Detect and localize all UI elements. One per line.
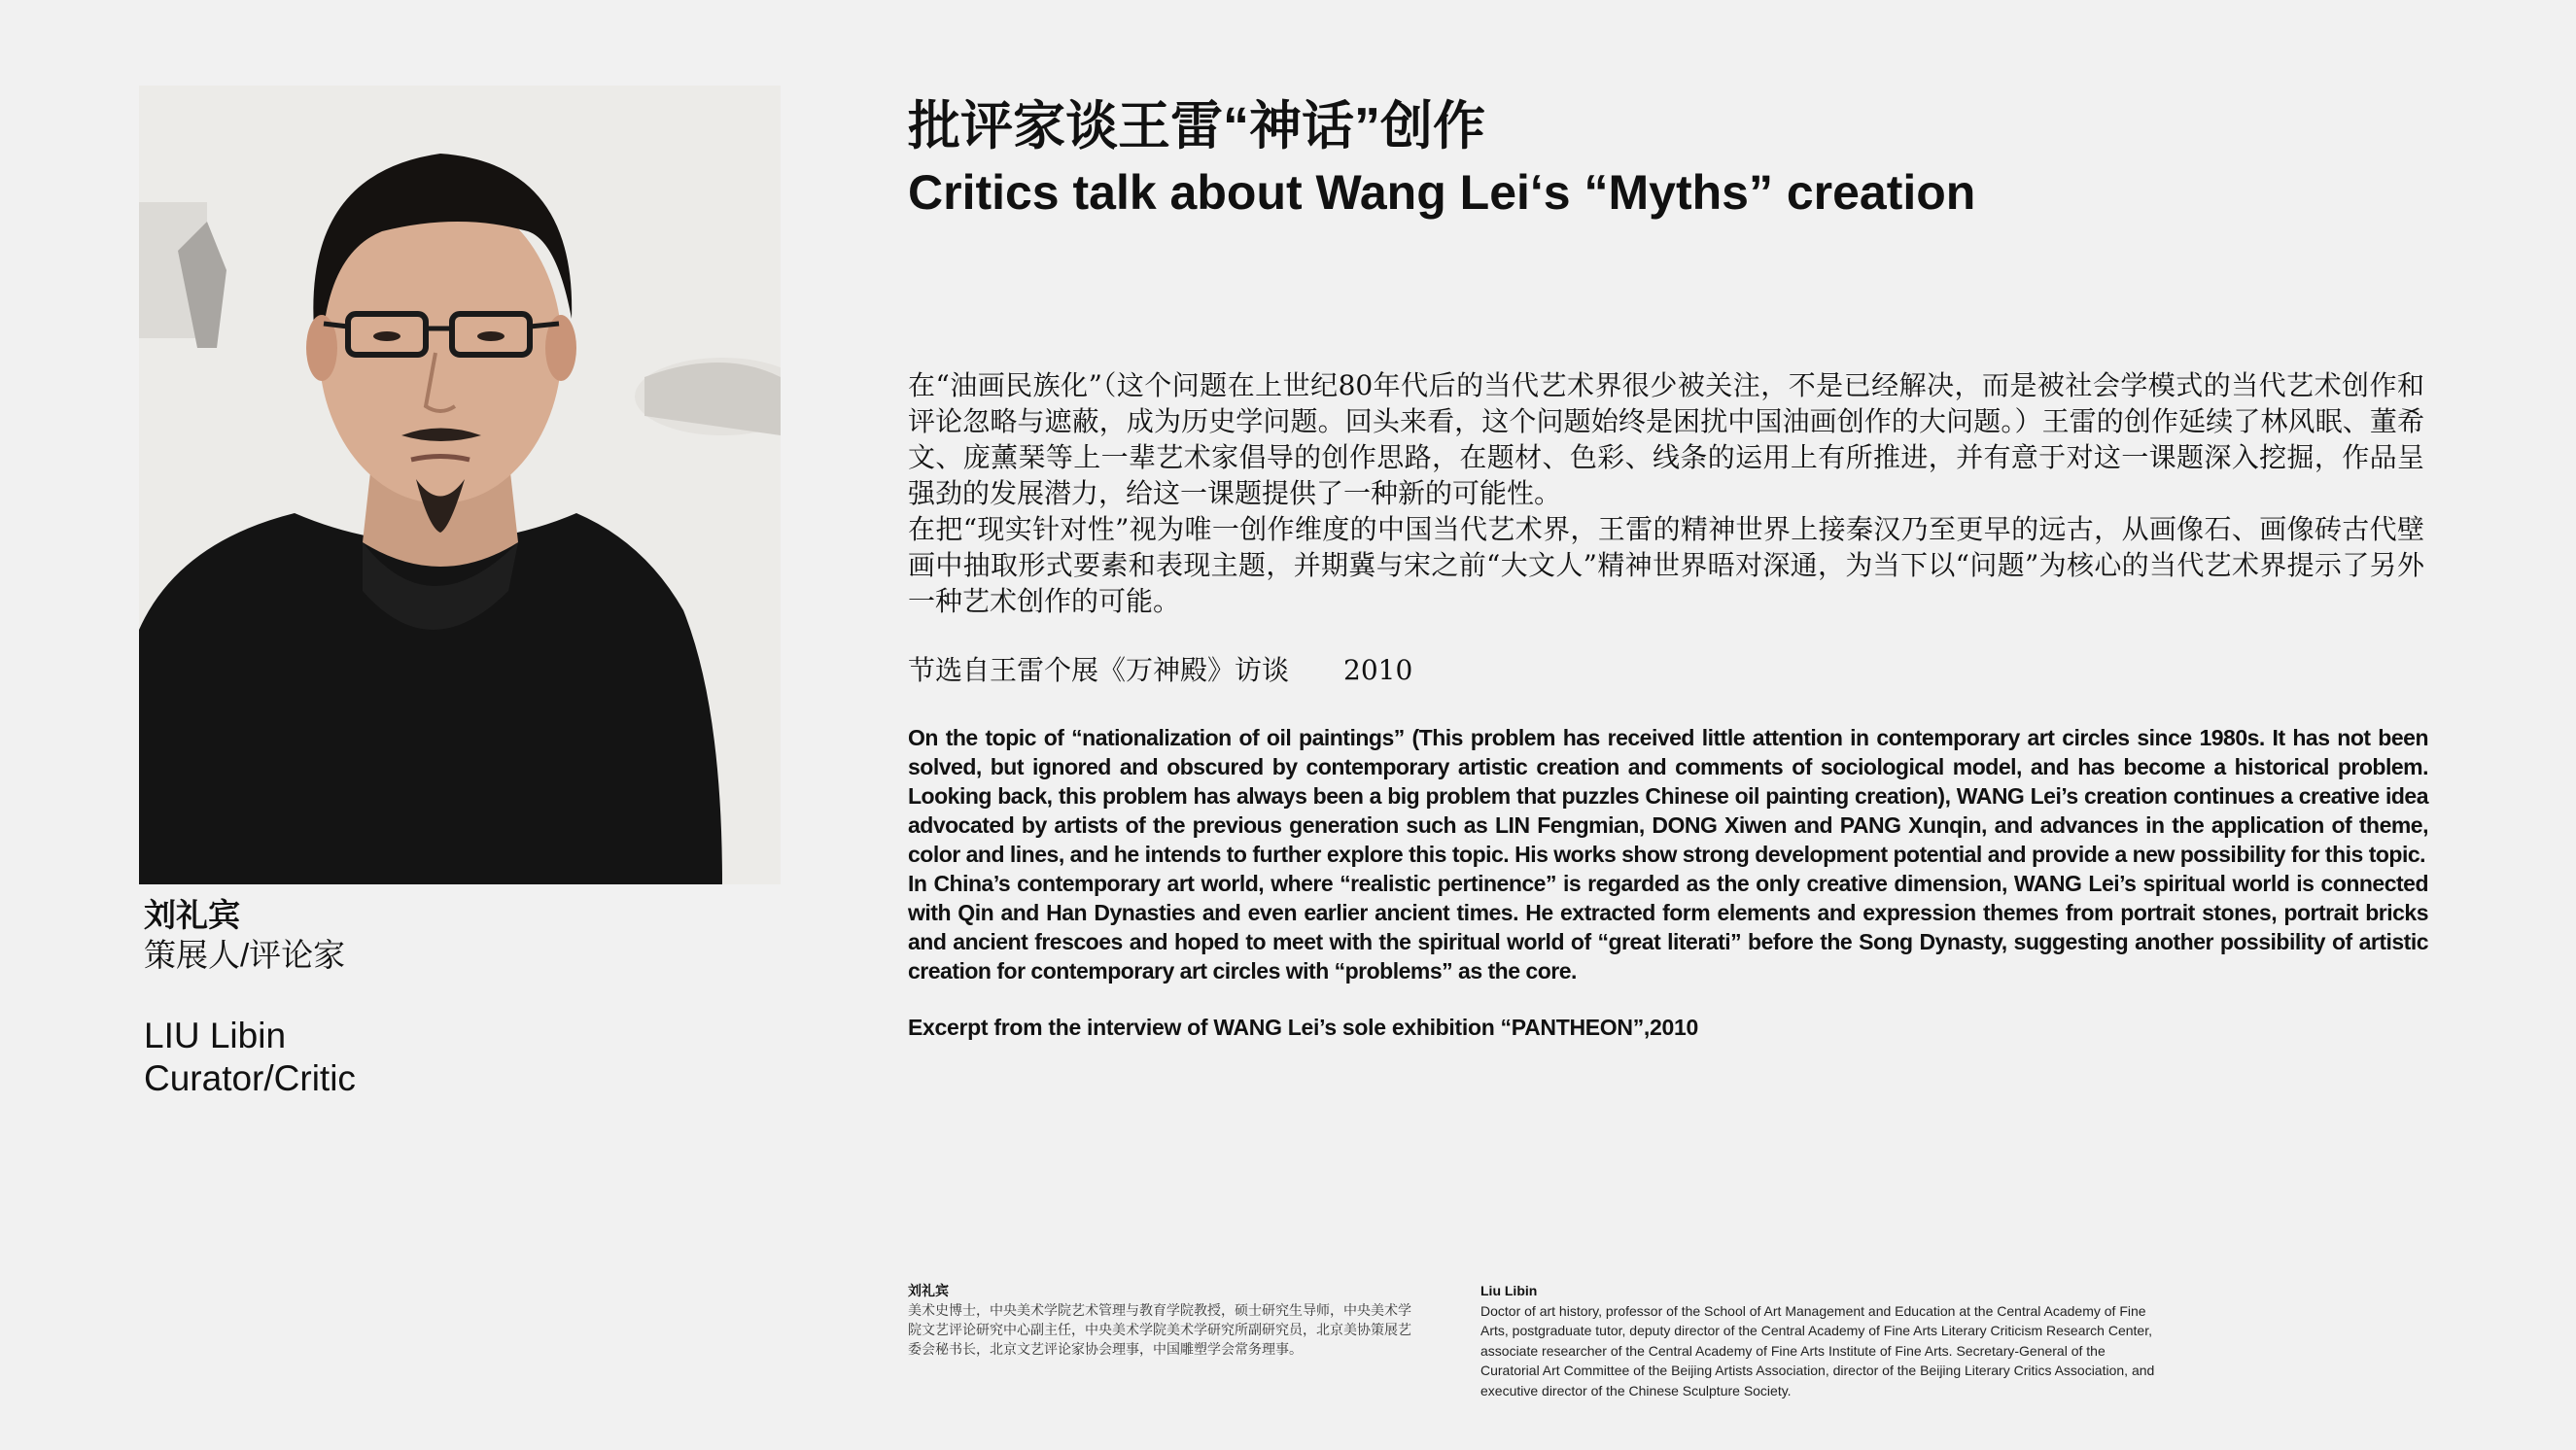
critique-paragraph-en-1: On the topic of “nationalization of oil paintings” (This problem has received little attention in contemporary art circles since 1980s. It has not been solved, but ignored and obscured by contemporary artistic creation and comments of sociological model, and has become a historical problem. Looking back, this problem has always been a big problem that puzzles Chinese oil painting creation), WANG Lei’s creation continues a creative idea advocated by artists of the previous generation such as LIN Fengmian, DONG Xiwen and PANG Xunqin, and advances in the application of theme, color and lines, and he intends to further explore this topic. His works show strong development potential and provide a new possibility for this topic. [908,725,2428,867]
biography-text-en: Doctor of art history, professor of the School of Art Management and Education at the Central Academy of Fine Arts, postgraduate tutor, deputy director of the Central Academy of Fine Arts Literary Criticism Research Center, associate researcher of the Central Academy of Fine Arts Institute of Fine Arts. Secretary-General of the Curatorial Art Committee of the Beijing Artists Association, director of the Beijing Literary Critics Association, and executive director of the Chinese Sculpture Society. [1480,1302,2155,1398]
person-role-en: Curator/Critic [144,1058,356,1098]
person-name-cn: 刘礼宾 [144,897,240,933]
page-title-en: Critics talk about Wang Lei‘s “Myths” creation [908,165,1976,220]
person-role-cn: 策展人/评论家 [144,937,346,973]
critique-paragraph-cn-2: 在把“现实针对性”视为唯一创作维度的中国当代艺术界，王雷的精神世界上接秦汉乃至更早的远古，从画像石、画像砖古代壁画中抽取形式要素和表现主题，并期冀与宋之前“大文人”精神世界晤对深通，为当下以“问题”为核心的当代艺术界提示了另外一种艺术创作的可能。 [908,513,2424,617]
portrait-photo [139,86,781,884]
critique-paragraph-cn-1: 在“油画民族化”（这个问题在上世纪80年代后的当代艺术界很少被关注，不是已经解决，而是被社会学模式的当代艺术创作和评论忽略与遮蔽，成为历史学问题。回头来看，这个问题始终是困扰中国油画创作的大问题。）王雷的创作延续了林风眠、董希文、庞薰琹等上一辈艺术家倡导的创作思路，在题材、色彩、线条的运用上有所推进，并有意于对这一课题深入挖掘，作品呈强劲的发展潜力，给这一课题提供了一种新的可能性。 [908,369,2424,509]
biography-text-cn: 美术史博士，中央美术学院艺术管理与教育学院教授，硕士研究生导师，中央美术学院文艺评论研究中心副主任，中央美术学院美术学研究所副研究员，北京美协策展艺委会秘书长，北京文艺评论家协会理事，中国雕塑学会常务理事。 [908,1302,1411,1357]
biography-name-en: Liu Libin [1480,1283,1538,1298]
person-info [144,896,356,1100]
portrait-illustration [139,86,781,884]
critique-paragraph-en-2: In China’s contemporary art world, where “realistic pertinence” is regarded as the only creative dimension, WANG Lei’s spiritual world is connected with Qin and Han Dynasties and even earlier ancient times. He extracted form elements and expression themes from portrait stones, portrait bricks and ancient frescoes and hoped to meet with the spiritual world of “great literati” before the Song Dynasty, suggesting another possibility of artistic creation for contemporary art circles with “problems” as the core. [908,871,2428,984]
critique-text-cn [908,367,2424,619]
critique-text-en [908,723,2428,985]
source-note-en: Excerpt from the interview of WANG Lei’s sole exhibition “PANTHEON”,2010 [908,1015,1698,1040]
biography-name-cn: 刘礼宾 [908,1283,949,1298]
biography-en [1480,1281,2161,1400]
source-note-cn: 节选自王雷个展《万神殿》访谈 2010 [908,654,1413,686]
person-name-en: LIU Libin [144,1016,287,1055]
page-title-cn: 批评家谈王雷“神话”创作 [908,97,1485,155]
biography-cn [908,1281,1421,1359]
